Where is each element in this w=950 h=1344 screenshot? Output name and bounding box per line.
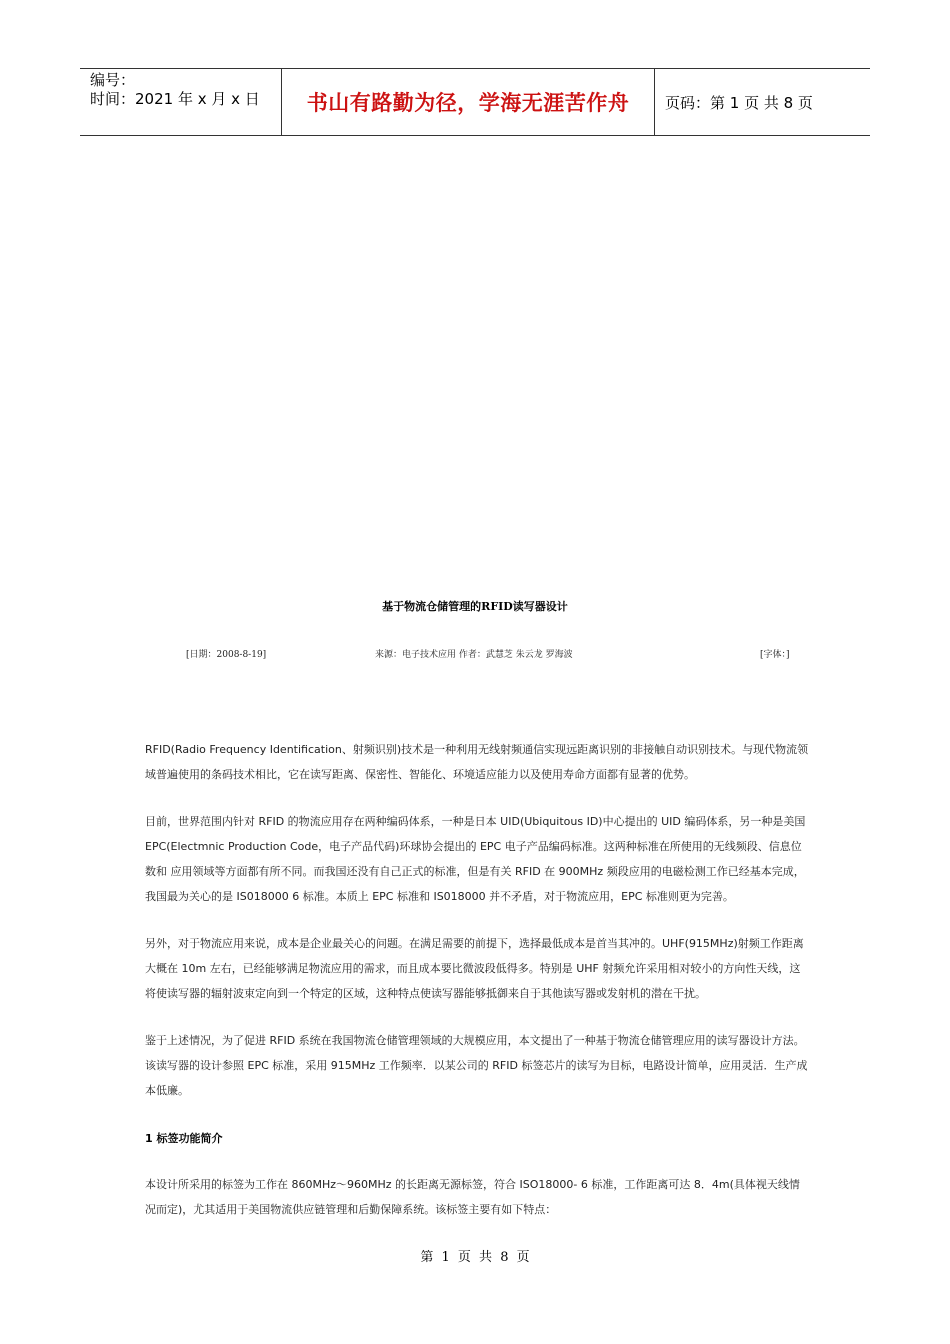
- time-label: 时间：2021 年 x 月 x 日: [90, 90, 260, 108]
- document-header: [80, 68, 870, 136]
- header-info-cell: [80, 69, 281, 135]
- article-title: 基于物流仓储管理的RFID读写器设计: [382, 600, 568, 613]
- page-footer: 第 1 页 共 8 页: [420, 1250, 530, 1265]
- article-date: [日期：2008-8-19]: [186, 650, 267, 660]
- section-heading: 1 标签功能简介: [145, 1132, 223, 1145]
- font-size-control[interactable]: [字体：]: [760, 650, 790, 660]
- paragraph: RFID(Radio Frequency Identification、射频识别)技术是一种利用无线射频通信实现远距离识别的非接触自动识别技术。与现代物流领域普遍使用的条码技术相比，它在读写距离、保密性、智能化、环境适应能力以及使用寿命方面都有显著的优势。: [145, 743, 809, 781]
- number-label: 编号：: [90, 71, 136, 89]
- paragraph: 鉴于上述情况，为了促进 RFID 系统在我国物流仓储管理领域的大规模应用，本文提出了一种基于物流仓储管理应用的读写器设计方法。该读写器的设计参照 EPC 标准，采用 915MHz 工作频率．以某公司的 RFID 标签芯片的读写为目标，电路设计简单，应用灵活．生产成本低廉。: [145, 1034, 808, 1097]
- motto: 书山有路勤为径，学海无涯苦作舟: [281, 69, 655, 135]
- paragraph: 本设计所采用的标签为工作在 860MHz～960MHz 的长距离无源标签，符合 ISO18000- 6 标准，工作距离可达 8．4m(具体视天线情况而定)，尤其适用于美国物流供应链管理和后勤保障系统。该标签主要有如下特点：: [145, 1178, 800, 1216]
- paragraph: 另外，对于物流应用来说，成本是企业最关心的问题。在满足需要的前提下，选择最低成本是首当其冲的。UHF(915MHz)射频工作距离大概在 10m 左右，已经能够满足物流应用的需求，而且成本要比微波段低得多。特别是 UHF 射频允许采用相对较小的方向性天线，这将使读写器的辐射波束定向到一个特定的区域，这种特点使读写器能够抵御来自于其他读写器或发射机的潜在干扰。: [145, 937, 804, 1000]
- article-source-author: 来源：电子技术应用 作者：武慧芝 朱云龙 罗海波: [375, 650, 573, 660]
- page-info: 页码：第 1 页 共 8 页: [665, 93, 813, 112]
- paragraph: 目前，世界范围内针对 RFID 的物流应用存在两种编码体系，一种是日本 UID(Ubiquitous ID)中心提出的 UID 编码体系，另一种是美国 EPC(Electmnic Production Code，电子产品代码)环球协会提出的 EPC 电子产品编码标准。这两种标准在所使用的无线频段、信息位数和 应用领域等方面都有所不同。而我国还没有自己正式的标准，但是有关 RFID 在 900MHz 频段应用的电磁检测工作已经基本完成，我国最为关心的是 IS018000 6 标准。本质上 EPC 标准和 IS018000 并不矛盾，对于物流应用，EPC 标准则更为完善。: [145, 815, 806, 903]
